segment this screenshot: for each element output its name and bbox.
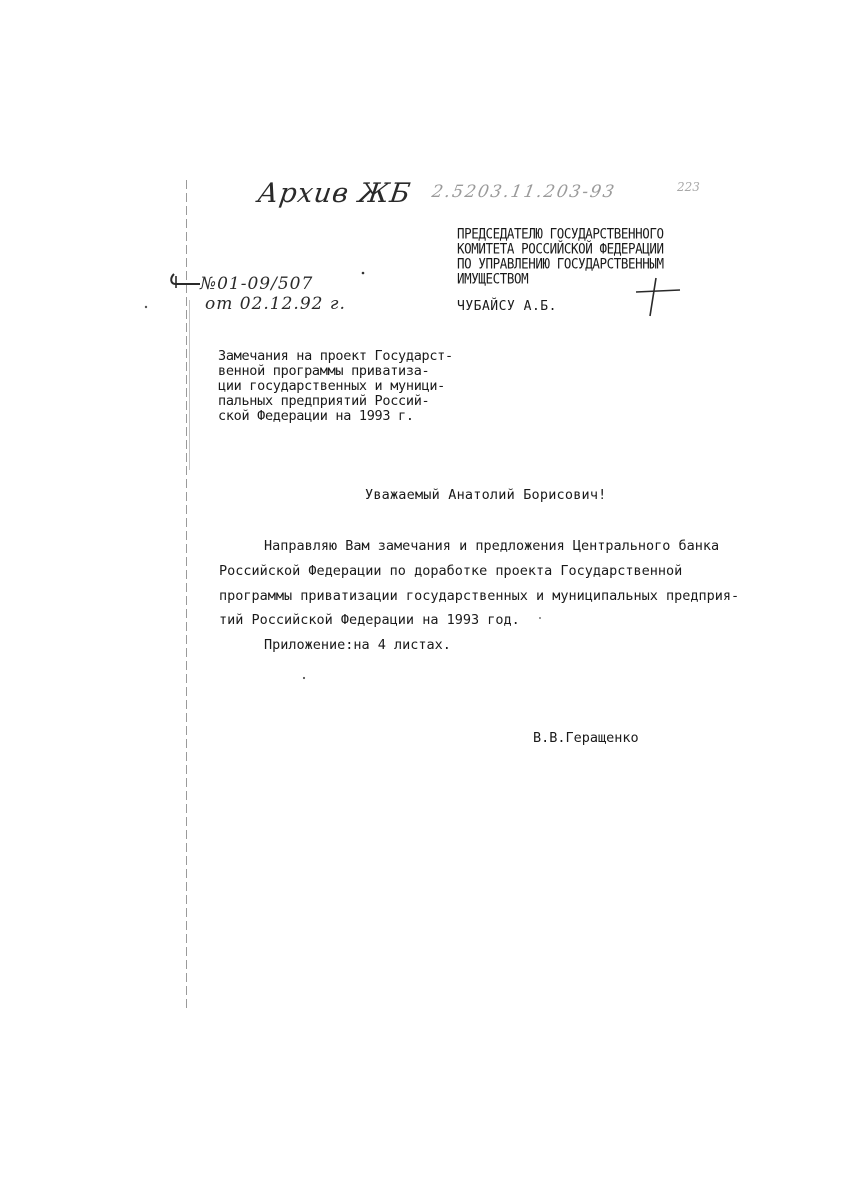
- body-line: программы приватизации государственных и муниципальных предприя-: [219, 588, 740, 604]
- outgoing-number: №01-09/507: [200, 274, 314, 294]
- letter-greeting: Уважаемый Анатолий Борисович!: [365, 487, 607, 503]
- subject-line: ской Федерации на 1993 г.: [218, 408, 414, 424]
- subject-line: пальных предприятий Россий-: [218, 393, 430, 409]
- body-line: тий Российской Федерации на 1993 год.: [219, 612, 520, 628]
- subject-line: венной программы приватиза-: [218, 363, 430, 379]
- outgoing-date: от 02.12.92 г.: [205, 294, 346, 314]
- addressee-line: ПРЕДСЕДАТЕЛЮ ГОСУДАРСТВЕННОГО: [457, 224, 664, 243]
- registration-number: 2.5203.11.203-93: [430, 182, 618, 202]
- subject-line: Замечания на проект Государст-: [218, 348, 453, 364]
- addressee-line: ИМУЩЕСТВОМ: [457, 269, 529, 287]
- archive-handwritten-mark: Архив ЖБ: [255, 178, 414, 209]
- subject-line: ции государственных и муници-: [218, 378, 446, 394]
- attachment-note: Приложение:на 4 листах.: [264, 637, 451, 653]
- body-line: Направляю Вам замечания и предложения Центрального банка: [264, 538, 720, 554]
- addressee-line: КОМИТЕТА РОССИЙСКОЙ ФЕДЕРАЦИИ: [457, 239, 664, 258]
- addressee-name: ЧУБАЙСУ А.Б.: [457, 299, 557, 314]
- registration-small-number: 223: [677, 180, 700, 194]
- addressee-line: ПО УПРАВЛЕНИЮ ГОСУДАРСТВЕННЫМ: [457, 254, 664, 272]
- signature-name: В.В.Геращенко: [533, 730, 639, 746]
- body-line: Российской Федерации по доработке проекта Государственной: [219, 563, 683, 579]
